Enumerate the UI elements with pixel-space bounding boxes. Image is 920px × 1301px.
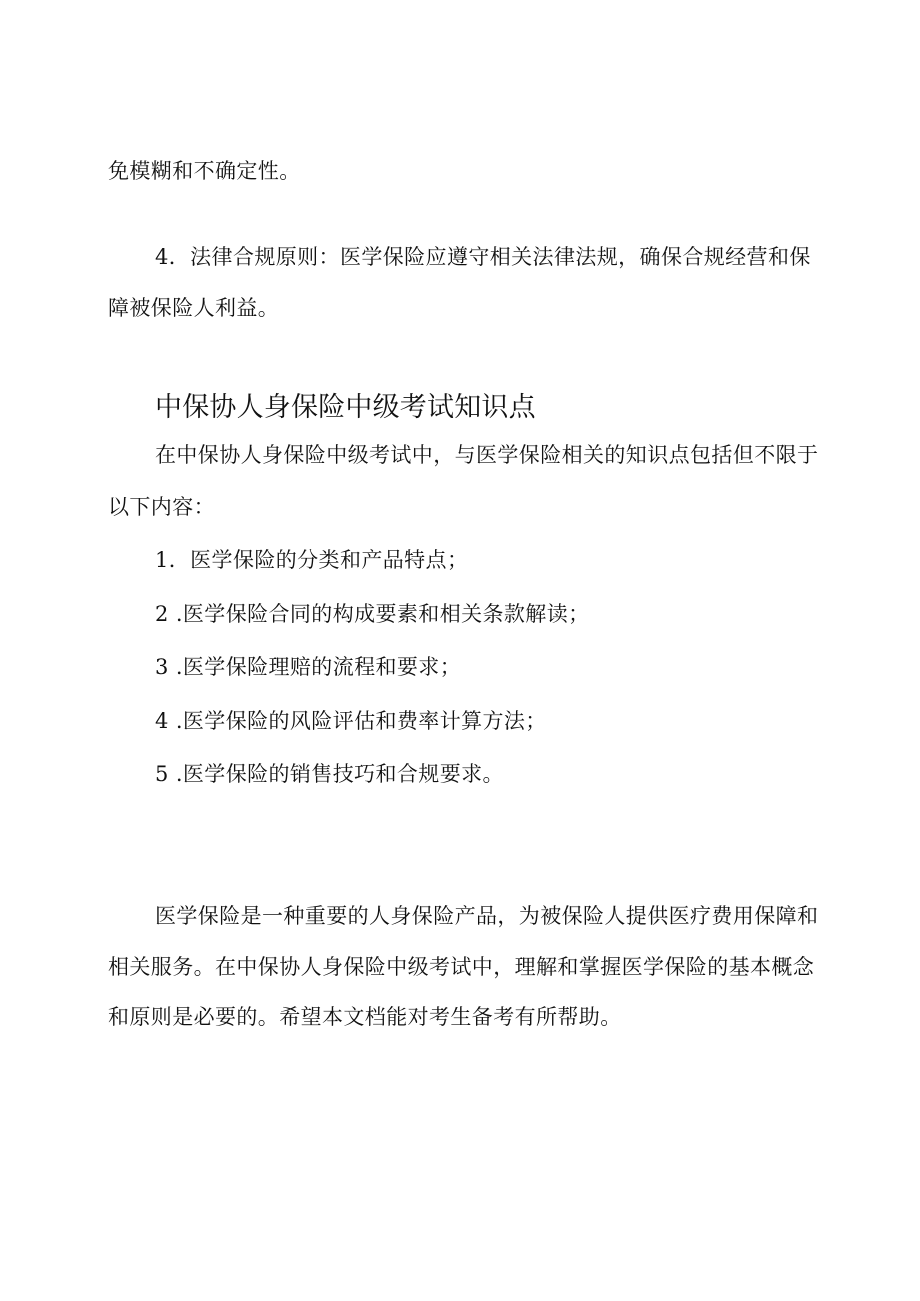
list-item-4: 4 .医学保险的风险评估和费率计算方法；: [155, 709, 547, 733]
conclusion-line-1: 医学保险是一种重要的人身保险产品，为被保险人提供医疗费用保障和: [155, 904, 819, 928]
intro-line-2: 以下内容：: [108, 495, 215, 519]
list-item-1: 1．医学保险的分类和产品特点；: [155, 548, 469, 572]
list-item-2: 2 .医学保险合同的构成要素和相关条款解读；: [155, 602, 590, 626]
section-heading: 中保协人身保险中级考试知识点: [155, 392, 536, 423]
intro-line-1: 在中保协人身保险中级考试中，与医学保险相关的知识点包括但不限于: [155, 443, 819, 467]
list-item-5: 5 .医学保险的销售技巧和合规要求。: [155, 762, 504, 786]
conclusion-line-2: 相关服务。在中保协人身保险中级考试中，理解和掌握医学保险的基本概念: [108, 955, 815, 979]
principle-4-line-1: 4．法律合规原则：医学保险应遵守相关法律法规，确保合规经营和保: [155, 245, 811, 269]
conclusion-line-3: 和原则是必要的。希望本文档能对考生备考有所帮助。: [108, 1005, 622, 1029]
principle-4-line-2: 障被保险人利益。: [108, 296, 280, 320]
carryover-text-line: 免模糊和不确定性。: [108, 159, 301, 183]
list-item-3: 3 .医学保险理赔的流程和要求；: [155, 655, 462, 679]
